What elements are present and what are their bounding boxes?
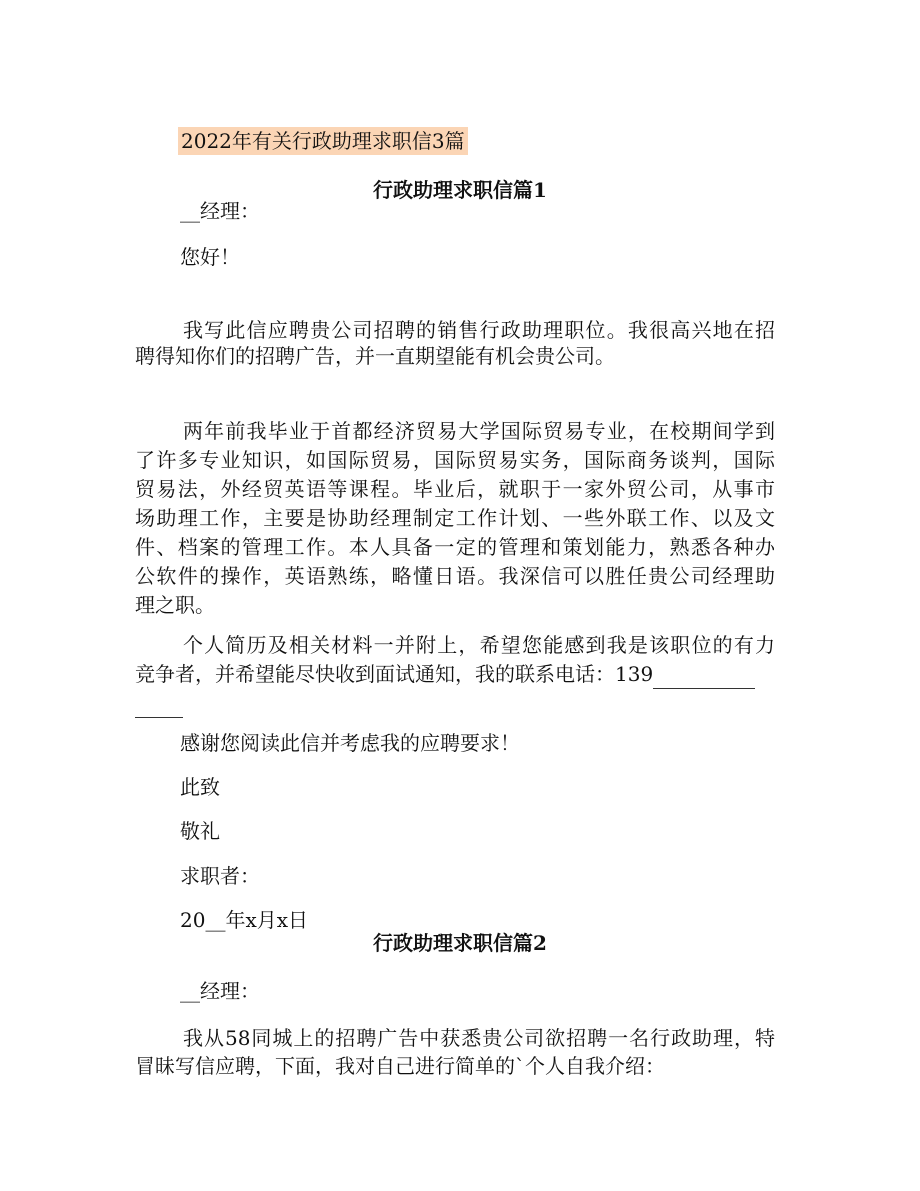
text-line: 聘得知你们的招聘广告，并一直期望能有机会贵公司。: [135, 344, 615, 368]
text-line: 求职者：: [180, 864, 260, 888]
phone-blank: [653, 668, 755, 689]
text-line: 您好！: [180, 245, 240, 269]
text-line: 个人简历及相关材料一并附上，希望您能感到我是该职位的有力: [183, 633, 775, 657]
text-line: __经理：: [180, 979, 260, 1003]
text-line: 我写此信应聘贵公司招聘的销售行政助理职位。我很高兴地在招: [183, 318, 775, 342]
letter2-heading: 行政助理求职信篇2: [373, 931, 547, 955]
phone-blank-continued: [135, 697, 183, 718]
text-line: 感谢您阅读此信并考虑我的应聘要求！: [180, 731, 520, 755]
text-line: [135, 689, 775, 718]
text-line: 我从58同城上的招聘广告中获悉贵公司欲招聘一名行政助理，特: [183, 1026, 775, 1050]
phone-text: 竞争者，并希望能尽快收到面试通知，我的联系电话：139: [135, 662, 654, 686]
letter2-salutation: [180, 977, 260, 1006]
letter1-heading: 行政助理求职信篇1: [373, 178, 547, 202]
text-line: 此致: [180, 775, 220, 799]
text-line: 了许多专业知识，如国际贸易，国际贸易实务，国际商务谈判，国际: [135, 448, 775, 472]
text-line: 敬礼: [180, 819, 220, 843]
letter1-thanks: [180, 729, 520, 758]
text-line: 20__年x月x日: [180, 908, 309, 932]
text-line: [135, 660, 775, 689]
letter1-salutation: [180, 197, 260, 226]
text-line: 贸易法，外经贸英语等课程。毕业后，就职于一家外贸公司，从事市: [135, 477, 775, 501]
document-title: 2022年有关行政助理求职信3篇: [178, 127, 468, 155]
text-line: 理之职。: [135, 593, 215, 617]
text-line: 场助理工作，主要是协助经理制定工作计划、一些外联工作、以及文: [135, 506, 775, 530]
letter1-signer: [180, 862, 260, 891]
text-line: 公软件的操作，英语熟练，略懂日语。我深信可以胜任贵公司经理助: [135, 564, 775, 588]
letter2-paragraph-1: [135, 1024, 775, 1080]
text-line: 件、档案的管理工作。本人具备一定的管理和策划能力，熟悉各种办: [135, 535, 775, 559]
letter1-closing-2: [180, 817, 220, 846]
text-line: 两年前我毕业于首都经济贸易大学国际贸易专业，在校期间学到: [183, 419, 775, 443]
letter1-paragraph-1: [135, 317, 775, 369]
text-line: 冒昧写信应聘，下面，我对自己进行简单的`个人自我介绍：: [135, 1054, 665, 1078]
text-line: __经理：: [180, 199, 260, 223]
letter1-paragraph-3: [135, 631, 775, 718]
letter1-greeting: [180, 243, 240, 272]
letter1-paragraph-2: [135, 417, 775, 620]
letter1-closing-1: [180, 773, 220, 802]
